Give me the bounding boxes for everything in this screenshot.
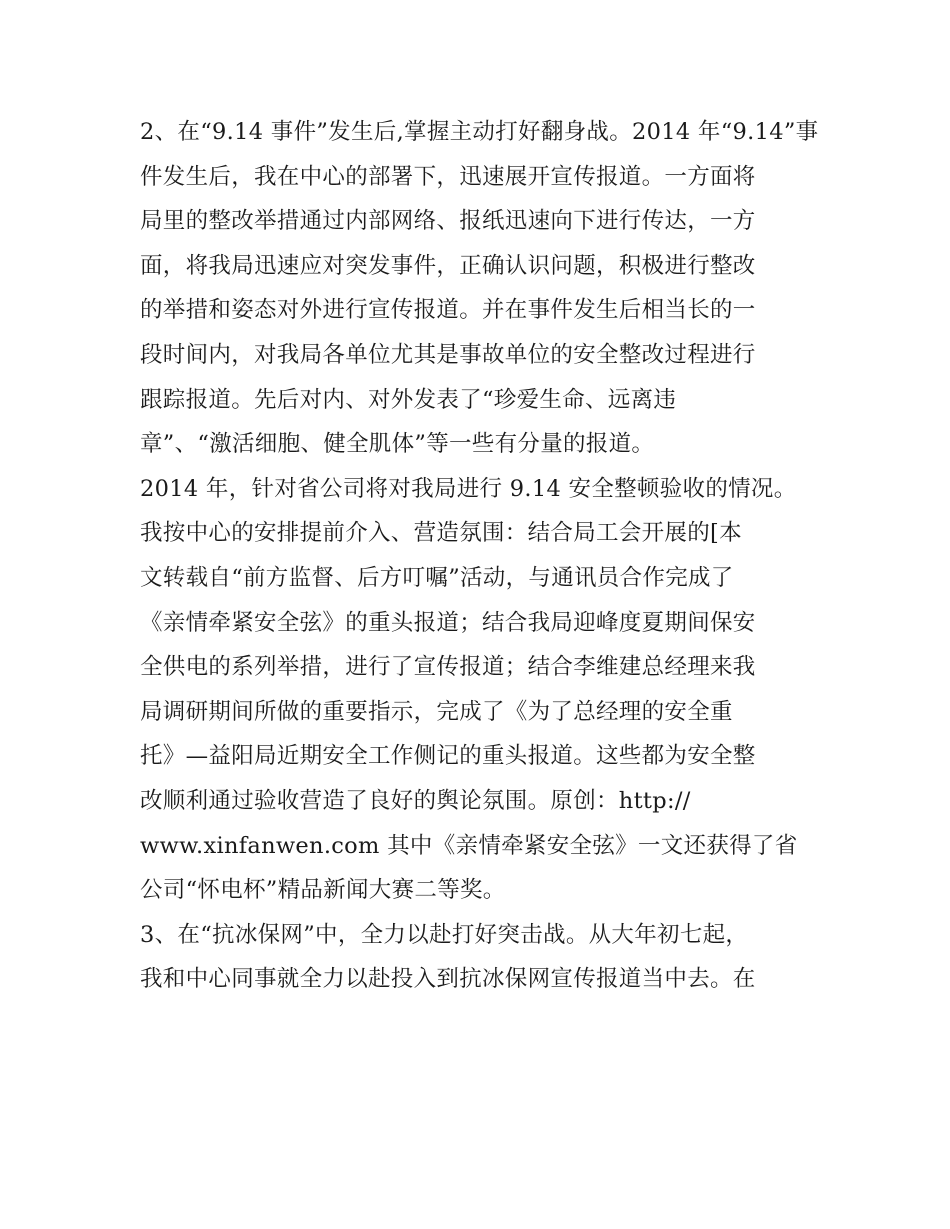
text-line: 文转载自“前方监督、后方叮嘱”活动，与通讯员合作完成了 xyxy=(140,564,734,591)
text-line: 2、在“9.14 事件”发生后,掌握主动打好翻身战。2014 年“9.14”事 xyxy=(140,119,819,145)
text-line: www.xinfanwen.com 其中《亲情牵紧安全弦》一文还获得了省 xyxy=(140,832,798,859)
text-line: 托》—益阳局近期安全工作侧记的重头报道。这些都为安全整 xyxy=(140,743,756,770)
text-line: 面，将我局迅速应对突发事件，正确认识问题，积极进行整改 xyxy=(140,252,756,279)
text-line: 段时间内，对我局各单位尤其是事故单位的安全整改过程进行 xyxy=(140,341,756,368)
text-line: 章”、“激活细胞、健全肌体”等一些有分量的报道。 xyxy=(140,431,655,458)
text-line: 我按中心的安排提前介入、营造氛围：结合局工会开展的[本 xyxy=(140,520,742,547)
text-line: 我和中心同事就全力以赴投入到抗冰保网宣传报道当中去。在 xyxy=(140,966,756,993)
text-line: 3、在“抗冰保网”中，全力以赴打好突击战。从大年初七起， xyxy=(140,921,749,948)
text-line: 的举措和姿态对外进行宣传报道。并在事件发生后相当长的一 xyxy=(140,297,756,324)
text-line: 公司“怀电杯”精品新闻大赛二等奖。 xyxy=(140,877,506,904)
text-line: 改顺利通过验收营造了良好的舆论氛围。原创：http:// xyxy=(140,787,691,814)
text-line: 全供电的系列举措，进行了宣传报道；结合李维建总经理来我 xyxy=(140,654,756,681)
text-line: 跟踪报道。先后对内、对外发表了“珍爱生命、远离违 xyxy=(140,386,677,413)
text-line: 局里的整改举措通过内部网络、报纸迅速向下进行传达，一方 xyxy=(140,208,756,235)
text-line: 《亲情牵紧安全弦》的重头报道；结合我局迎峰度夏期间保安 xyxy=(140,609,756,636)
body-text xyxy=(140,110,820,1002)
text-line: 局调研期间所做的重要指示，完成了《为了总经理的安全重 xyxy=(140,698,733,725)
text-line: 2014 年，针对省公司将对我局进行 9.14 安全整顿验收的情况。 xyxy=(140,475,797,502)
text-line: 件发生后，我在中心的部署下，迅速展开宣传报道。一方面将 xyxy=(140,163,756,190)
